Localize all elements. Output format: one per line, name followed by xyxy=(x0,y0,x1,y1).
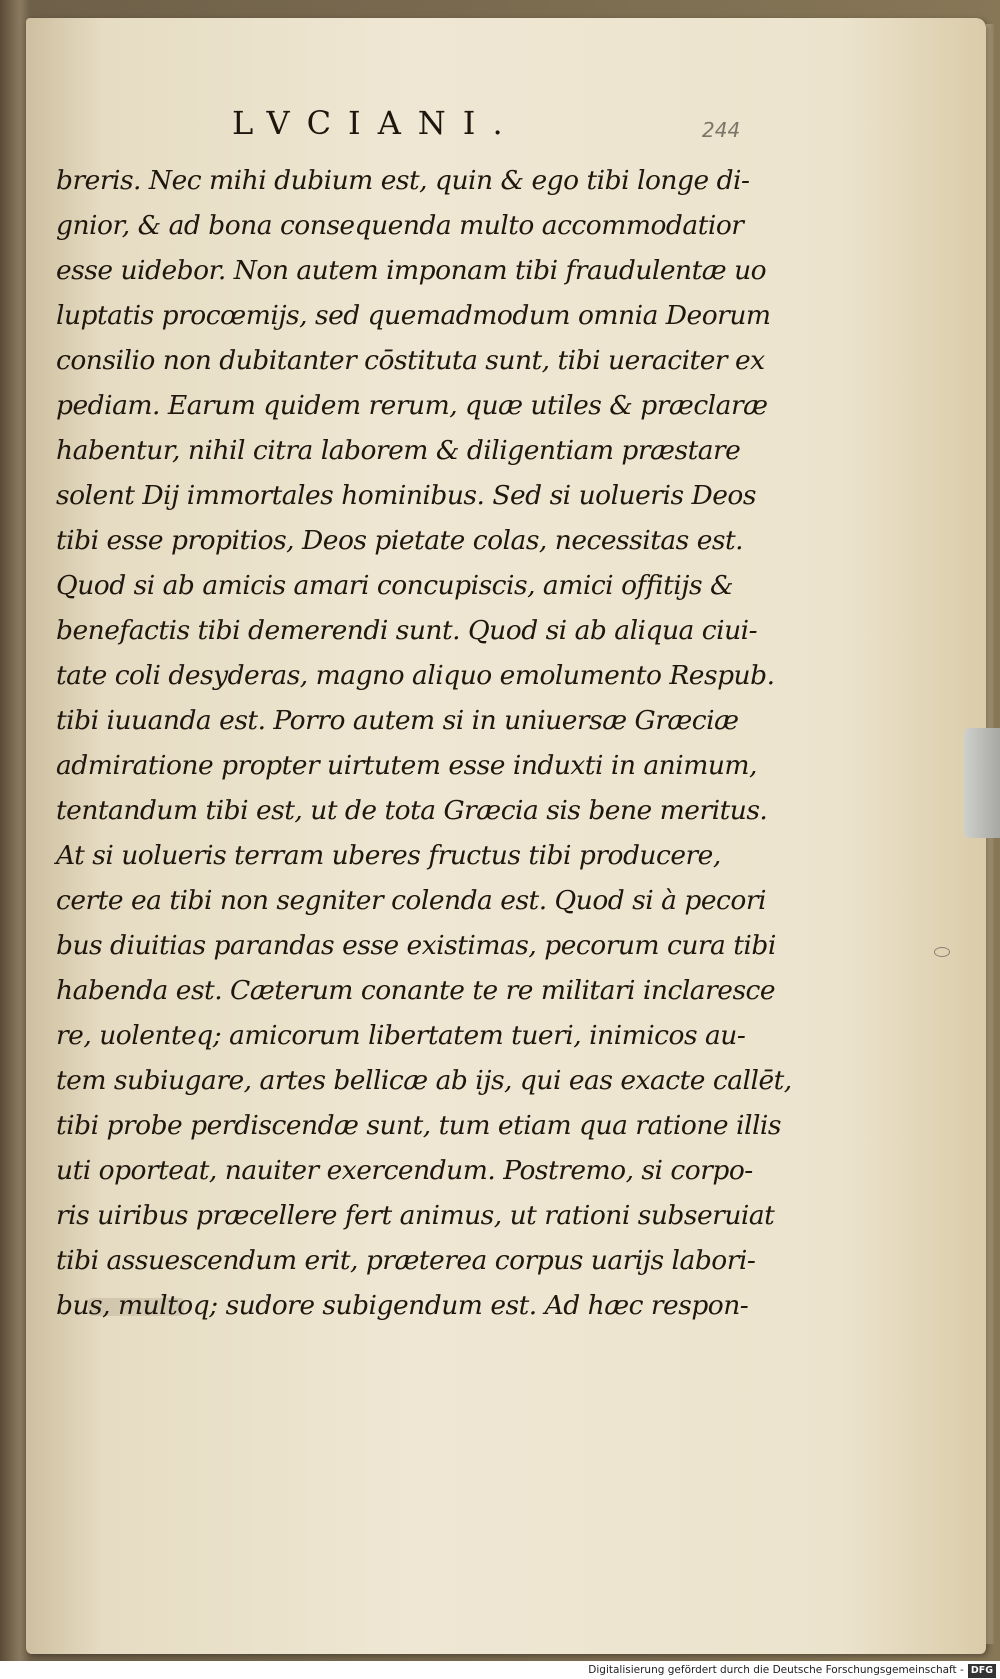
text-line: admiratione propter uirtutem esse induxti in animum, xyxy=(56,750,757,781)
metal-clasp xyxy=(964,728,1000,838)
text-line: pediam. Earum quidem rerum, quæ utiles & præclaræ xyxy=(56,390,768,421)
running-head: LVCIANI. xyxy=(232,104,520,142)
text-line: tibi assuescendum erit, præterea corpus uarijs labori- xyxy=(56,1245,756,1276)
text-line: tem subiugare, artes bellicæ ab ijs, qui eas exacte callēt, xyxy=(56,1065,792,1096)
text-line: At si uolueris terram uberes fructus tibi producere, xyxy=(56,840,721,871)
text-line: benefactis tibi demerendi sunt. Quod si ab aliqua ciui- xyxy=(56,615,758,646)
pinhole-mark xyxy=(934,947,950,957)
text-line: tibi probe perdiscendæ sunt, tum etiam qua ratione illis xyxy=(56,1110,782,1141)
text-line: tentandum tibi est, ut de tota Græcia sis bene meritus. xyxy=(56,795,768,826)
text-line: gnior, & ad bona consequenda multo accommodatior xyxy=(56,210,744,241)
text-line: ris uiribus præcellere fert animus, ut rationi subseruiat xyxy=(56,1200,775,1231)
text-line: re, uolenteq; amicorum libertatem tueri, inimicos au- xyxy=(56,1020,746,1051)
text-line: certe ea tibi non segniter colenda est. Quod si à pecori xyxy=(56,885,766,916)
text-line: breris. Nec mihi dubium est, quin & ego tibi longe di- xyxy=(56,165,750,196)
text-line: uti oporteat, nauiter exercendum. Postremo, si corpo- xyxy=(56,1155,753,1186)
text-line: Quod si ab amicis amari concupiscis, amici offitijs & xyxy=(56,570,734,601)
text-line: esse uidebor. Non autem imponam tibi fraudulentæ uo xyxy=(56,255,767,286)
body-text xyxy=(56,158,792,1328)
text-line: consilio non dubitanter cōstituta sunt, tibi ueraciter ex xyxy=(56,345,765,376)
text-line: bus diuitias parandas esse existimas, pecorum cura tibi xyxy=(56,930,776,961)
text-line: bus, multoq; sudore subigendum est. Ad hæc respon- xyxy=(56,1290,749,1321)
text-line: tate coli desyderas, magno aliquo emolumento Respub. xyxy=(56,660,775,691)
text-line: luptatis procœmijs, sed quemadmodum omnia Deorum xyxy=(56,300,771,331)
folio-annotation: 244 xyxy=(702,118,741,142)
footer-bar xyxy=(0,1661,1000,1679)
text-line: tibi esse propitios, Deos pietate colas, necessitas est. xyxy=(56,525,744,556)
dfg-logo: DFG xyxy=(968,1664,996,1678)
text-line: habenda est. Cæterum conante te re militari inclaresce xyxy=(56,975,776,1006)
footer-credit: Digitalisierung gefördert durch die Deutsche Forschungsgemeinschaft - xyxy=(588,1664,964,1676)
text-line: habentur, nihil citra laborem & diligentiam præstare xyxy=(56,435,741,466)
text-line: solent Dij immortales hominibus. Sed si uolueris Deos xyxy=(56,480,756,511)
text-line: tibi iuuanda est. Porro autem si in uniuersæ Græciæ xyxy=(56,705,739,736)
